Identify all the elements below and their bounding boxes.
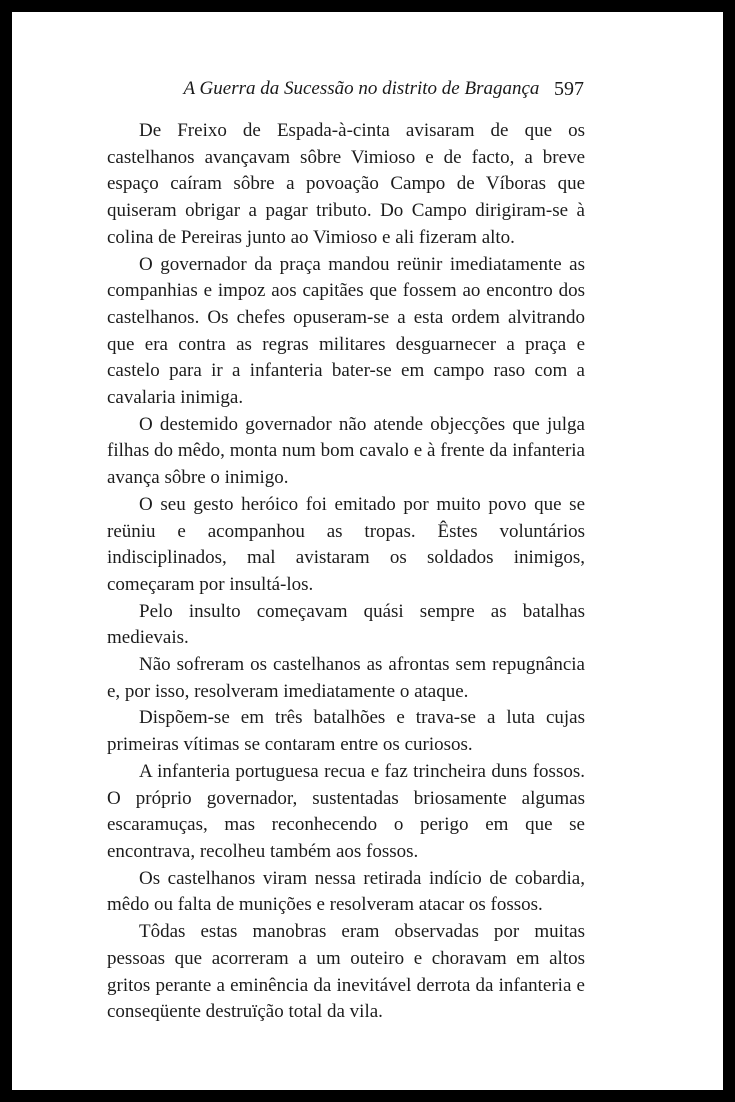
paragraph: Tôdas estas manobras eram observadas por muitas pessoas que acorreram a um outeiro e choravam em altos gritos perante a eminência da inevitável derrota da infanteria e conseqüente destruïção total da vila. — [107, 921, 585, 1023]
running-title: A Guerra da Sucessão no distrito de Bragança — [183, 78, 540, 99]
paragraph: Pelo insulto começavam quási sempre as batalhas medievais. — [107, 600, 585, 649]
paragraph: Não sofreram os castelhanos as afrontas sem repugnância e, por isso, resolveram imediatamente o ataque. — [107, 654, 585, 702]
body-text — [107, 118, 585, 1026]
paragraph: De Freixo de Espada-à-cinta avisaram de que os castelhanos avançavam sôbre Vimioso e de facto, a breve espaço caíram sôbre a povoação Campo de Víboras que quiseram obrigar a pagar tributo. Do Campo dirigiram-se à colina de Pereiras junto ao Vimioso e ali fizeram alto. — [107, 120, 585, 248]
paragraph: O governador da praça mandou reünir imediatamente as companhias e impoz aos capitães que fossem ao encontro dos castelhanos. Os chefes opuseram-se a esta ordem alvitrando que era contra as regras militares desguarnecer a praça e castelo para ir a infanteria bater-se em campo raso com a cavalaria inimiga. — [107, 253, 585, 409]
paragraph: O seu gesto heróico foi emitado por muito povo que se reüniu e acompanhou as tropas. Êstes voluntários indisciplinados, mal avistaram os soldados inimigos, começaram por insultá-los. — [107, 493, 585, 595]
paragraph: A infanteria portuguesa recua e faz trincheira duns fossos. O próprio governador, sustentadas briosamente algumas escaramuças, mas reconhecendo o perigo em que se encontrava, recolheu também aos fossos. — [107, 760, 585, 862]
book-page — [12, 12, 723, 1090]
paragraph: Dispõem-se em três batalhões e trava-se a luta cujas primeiras vítimas se contaram entre os curiosos. — [107, 707, 585, 756]
paragraph: O destemido governador não atende objecções que julga filhas do mêdo, monta num bom cavalo e à frente da infanteria avança sôbre o inimigo. — [107, 413, 585, 489]
paragraph: Os castelhanos viram nessa retirada indício de cobardia, mêdo ou falta de munições e resolveram atacar os fossos. — [107, 867, 585, 916]
page-number: 597 — [554, 78, 584, 100]
